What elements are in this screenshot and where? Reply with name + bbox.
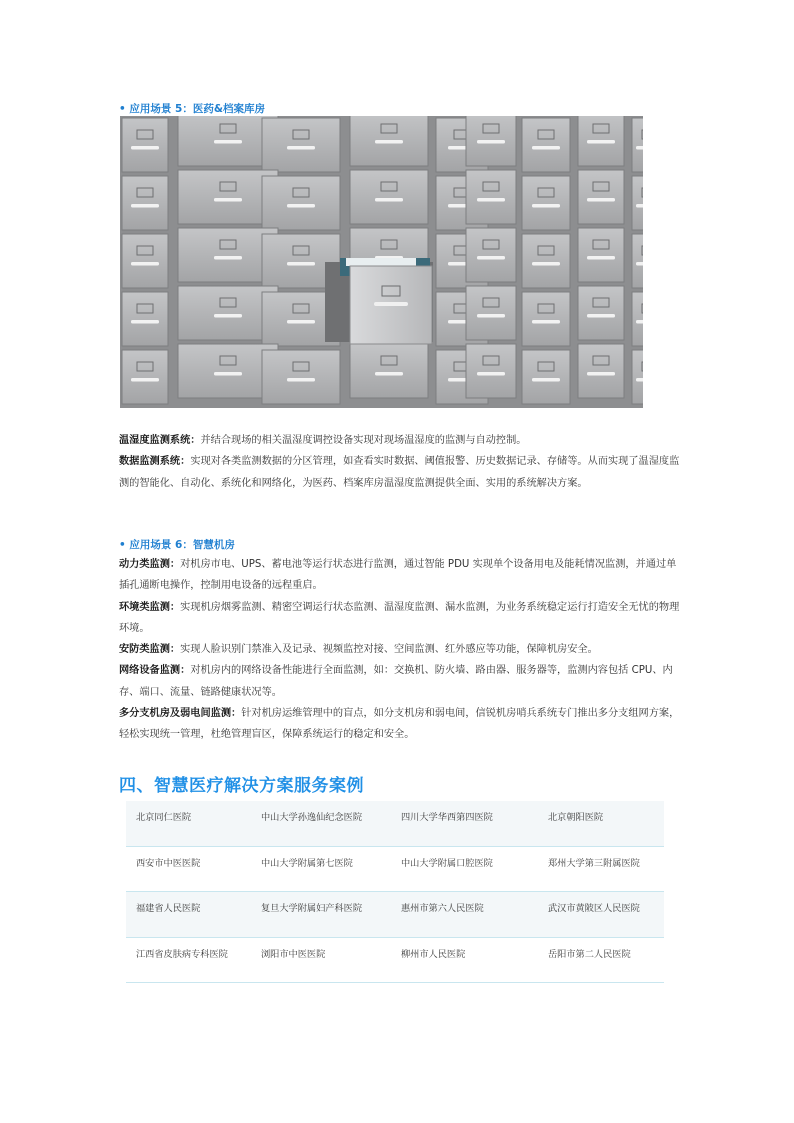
drawer-handle [214,372,242,376]
drawer-handle [375,140,403,144]
scenario-6-paragraphs [119,554,685,746]
scenario-5-label: • 应用场景 5：医药&档案库房 [119,103,265,115]
drawer-handle [477,256,505,260]
scenario-6-label: • 应用场景 6：智慧机房 [119,539,235,551]
table-cell: 中山大学孙逸仙纪念医院 [261,812,363,823]
drawer-handle [587,372,615,376]
drawer-handle [532,320,560,324]
drawer-handle [287,262,315,266]
drawer [466,228,516,282]
environment-monitor-item: 环境类监测：实现机房烟雾监测、精密空调运行状态监测、温湿度监测、漏水监测，为业务系统稳定运行打造安全无忧的物理环境。 [119,601,680,634]
network-monitor-item: 网络设备监测：对机房内的网络设备性能进行全面监测，如：交换机、防火墙、路由器、服务器等，监测内容包括 CPU、内存、端口、流量、链路健康状况等。 [119,665,673,698]
data-monitor-item: 数据监测系统：实现对各类监测数据的分区管理，如查看实时数据、阈值报警、历史数据记录、存储等。从而实现了温湿度监测的智能化、自动化、系统化和网络化，为医药、档案库房温湿度监测提供全面、实用的系统解决方案。 [119,456,680,489]
drawer [262,176,340,230]
drawer-handle [636,146,643,150]
drawer-handle [636,378,643,382]
drawer-handle [587,198,615,202]
drawer-handle [532,146,560,150]
drawer [632,350,643,404]
drawer [122,292,168,346]
table-row [126,801,664,847]
drawer-handle [587,140,615,144]
drawer [262,118,340,172]
drawer-handle [214,198,242,202]
table-cell: 江西省皮肤病专科医院 [136,948,228,960]
drawer [522,350,570,404]
drawer [632,234,643,288]
drawer [578,286,624,340]
drawer-handle [477,198,505,202]
drawer-handle [477,314,505,318]
drawer [122,234,168,288]
drawer-handle [214,314,242,318]
drawer-handle [375,198,403,202]
table-cell: 柳州市人民医院 [401,948,466,960]
table-cell: 四川大学华西第四医院 [401,812,493,823]
scenario-5-paragraphs [119,430,685,494]
table-cell: 中山大学附属口腔医院 [401,857,493,869]
drawer-handle [214,140,242,144]
security-monitor-item: 安防类监测：实现人脸识别门禁准入及记录、视频监控对接、空间监测、红外感应等功能，保障机房安全。 [119,644,598,656]
filing-cabinet-image [120,116,643,408]
drawer [122,176,168,230]
branch-room-monitor-item: 多分支机房及弱电间监测：针对机房运维管理中的盲点，如分支机房和弱电间，信锐机房哨兵系统专门推出多分支组网方案，轻松实现统一管理，杜绝管理盲区，保障系统运行的稳定和安全。 [119,708,680,741]
drawer-handle [477,140,505,144]
table-cell: 中山大学附属第七医院 [261,857,353,869]
drawer-handle [375,372,403,376]
drawer-handle [636,320,643,324]
drawer [522,234,570,288]
drawer [466,286,516,340]
drawer-handle [587,256,615,260]
table-cell: 惠州市第六人民医院 [401,903,484,914]
table-row [126,892,664,938]
drawer [522,176,570,230]
table-cell: 浏阳市中医医院 [261,948,326,960]
drawer [350,344,428,398]
table-cell: 岳阳市第二人民医院 [548,948,631,960]
drawer [578,170,624,224]
drawer [262,350,340,404]
drawer-handle [636,262,643,266]
drawer-handle [587,314,615,318]
table-row [126,847,664,893]
table-cell: 郑州大学第三附属医院 [548,857,640,869]
humidity-system-item: 温湿度监测系统：并结合现场的相关温湿度调控设备实现对现场温湿度的监测与自动控制。 [119,435,527,446]
drawer [122,350,168,404]
table-cell: 北京同仁医院 [136,812,192,823]
drawer-handle [131,378,159,382]
drawer-handle [287,204,315,208]
drawer [350,170,428,224]
hospital-case-table [126,801,664,983]
open-drawer [325,258,433,344]
drawer-handle [131,262,159,266]
drawer [522,118,570,172]
drawer-handle [636,204,643,208]
drawer-handle [287,378,315,382]
drawer [632,292,643,346]
drawer [466,344,516,398]
drawer-handle [214,256,242,260]
drawer [632,176,643,230]
drawer-handle [477,372,505,376]
table-row [126,938,664,984]
table-cell: 北京朝阳医院 [548,812,604,823]
table-cell: 西安市中医医院 [136,857,201,869]
drawer-handle [287,146,315,150]
drawer [122,118,168,172]
drawer [522,292,570,346]
drawer-handle [131,204,159,208]
table-cell: 复旦大学附属妇产科医院 [261,903,363,914]
drawer [578,228,624,282]
drawer [632,118,643,172]
drawer-handle [131,146,159,150]
drawer [466,170,516,224]
drawer-handle [287,320,315,324]
table-cell: 福建省人民医院 [136,903,201,914]
section-4-heading: 四、智慧医疗解决方案服务案例 [119,776,364,796]
power-monitor-item: 动力类监测：对机房市电、UPS、蓄电池等运行状态进行监测，通过智能 PDU 实现单个设备用电及能耗情况监测，并通过单插孔通断电操作，控制用电设备的远程重启。 [119,559,677,592]
drawer-handle [532,378,560,382]
drawer-handle [131,320,159,324]
drawer-handle [532,262,560,266]
filing-cabinet-illustration [120,116,643,408]
drawer [578,344,624,398]
table-cell: 武汉市黄陂区人民医院 [548,903,640,914]
drawer-handle [532,204,560,208]
